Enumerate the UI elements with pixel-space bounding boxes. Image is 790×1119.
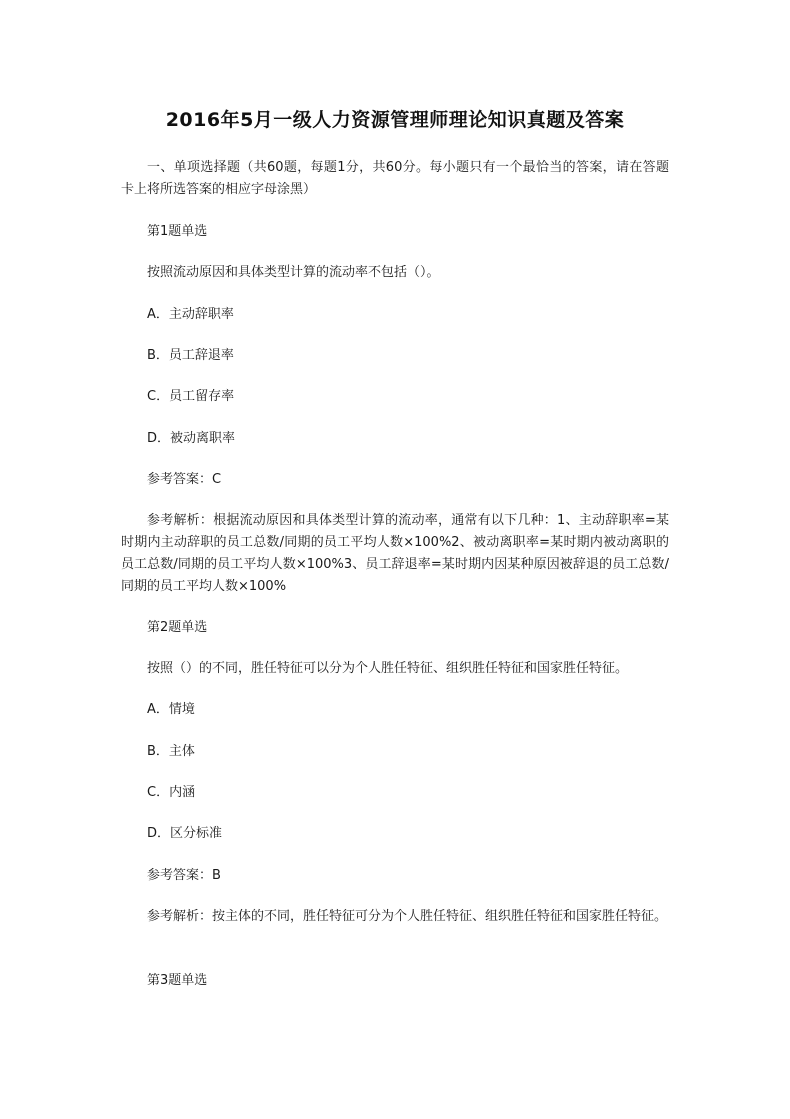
question-1-option-d: D．被动离职率 <box>147 431 236 446</box>
question-2-analysis: 参考解析：按主体的不同，胜任特征可分为个人胜任特征、组织胜任特征和国家胜任特征。 <box>147 909 668 924</box>
question-2-option-a: A．情境 <box>147 702 195 717</box>
question-1-option-b: B．员工辞退率 <box>147 348 234 363</box>
question-2-header: 第2题单选 <box>147 620 208 635</box>
question-2-option-d: D．区分标准 <box>147 826 223 841</box>
question-1-header: 第1题单选 <box>147 224 208 239</box>
question-3-header: 第3题单选 <box>147 973 208 988</box>
question-2-answer: 参考答案：B <box>147 868 221 883</box>
question-2-option-c: C．内涵 <box>147 785 196 800</box>
question-2-stem: 按照（）的不同，胜任特征可以分为个人胜任特征、组织胜任特征和国家胜任特征。 <box>147 661 629 676</box>
section-intro: 一、单项选择题（共60题，每题1分，共60分。每小题只有一个最恰当的答案，请在答题卡上将所选答案的相应字母涂黑） <box>121 160 669 197</box>
question-1-analysis: 参考解析：根据流动原因和具体类型计算的流动率，通常有以下几种：1、主动辞职率=某时期内主动辞职的员工总数/同期的员工平均人数×100%2、被动离职率=某时期内被动离职的员工总数/同期的员工平均人数×100%3、员工辞退率=某时期内因某种原因被辞退的员工总数/同期的员工平均人数×100% <box>121 513 669 594</box>
question-1-stem: 按照流动原因和具体类型计算的流动率不包括（）。 <box>147 265 440 280</box>
question-1-answer: 参考答案：C <box>147 472 222 487</box>
question-2-option-b: B．主体 <box>147 744 195 759</box>
document-title: 2016年5月一级人力资源管理师理论知识真题及答案 <box>165 109 625 131</box>
question-1-option-a: A．主动辞职率 <box>147 307 234 322</box>
question-1-option-c: C．员工留存率 <box>147 389 235 404</box>
